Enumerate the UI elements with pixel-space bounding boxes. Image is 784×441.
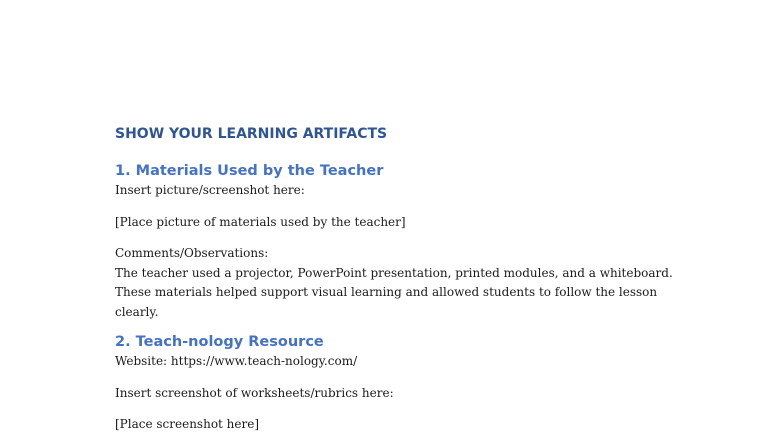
section2-website: Website: https://www.teach-nology.com/: [115, 354, 358, 368]
comments-line-3: clearly.: [115, 304, 159, 319]
section2-placeholder: [Place screenshot here]: [115, 417, 260, 431]
document-title: SHOW YOUR LEARNING ARTIFACTS: [115, 126, 388, 142]
comments-label: Comments/Observations:: [115, 246, 269, 260]
section1-placeholder: [Place picture of materials used by the teacher]: [115, 214, 406, 229]
comments-line-1: The teacher used a projector, PowerPoint presentation, printed modules, and a whiteboard.: [115, 265, 673, 280]
document-content: [115, 124, 675, 435]
comments-line-2: These materials helped support visual learning and allowed students to follow the lesson: [115, 285, 658, 299]
section2-heading: 2. Teach-nology Resource: [115, 334, 324, 350]
section1-insert-prompt: Insert picture/screenshot here:: [115, 183, 305, 197]
section1-heading: 1. Materials Used by the Teacher: [115, 163, 384, 179]
section2-insert-prompt: Insert screenshot of worksheets/rubrics here:: [115, 385, 394, 400]
